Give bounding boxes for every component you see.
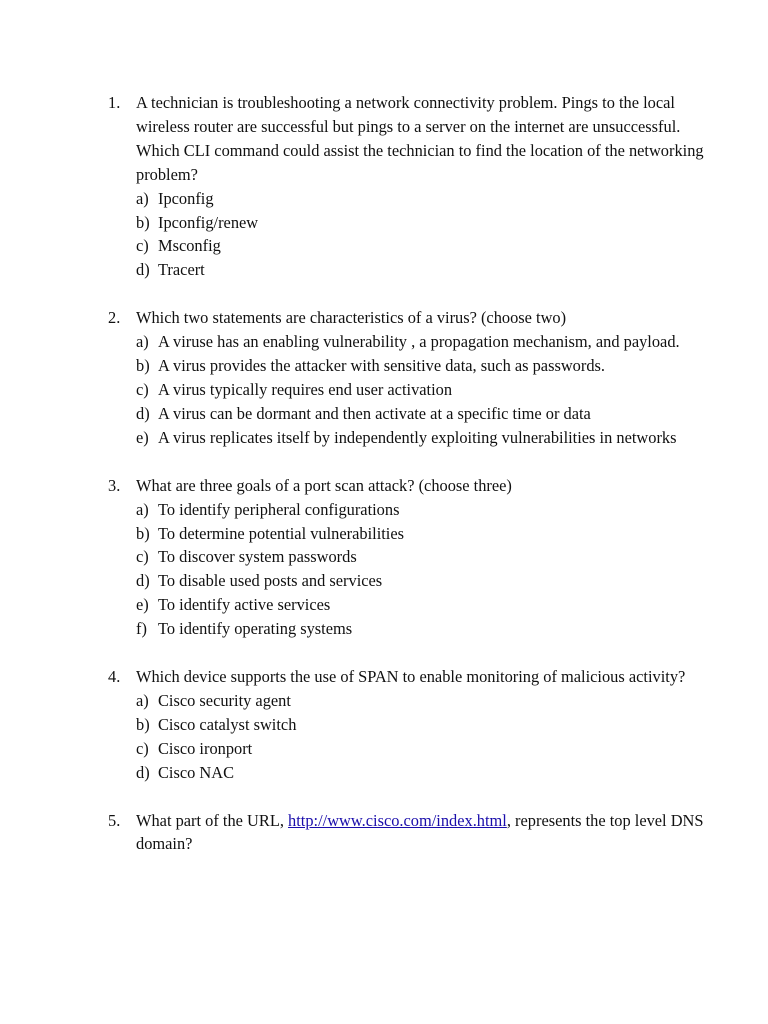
option-text: To disable used posts and services (158, 571, 383, 591)
option-text: To identify peripheral configurations (158, 499, 400, 519)
option-text: A viruse has an enabling vulnerability , a propagation mechanism, and payload. (158, 332, 680, 352)
option-list (108, 498, 708, 641)
option-item (136, 569, 708, 593)
option-item (136, 354, 708, 378)
option-text: To discover system passwords (158, 547, 357, 567)
question-3 (108, 474, 708, 641)
option-letter: a) (136, 332, 149, 352)
option-text: Msconfig (158, 236, 221, 256)
option-text: Ipconfig/renew (158, 212, 259, 232)
option-list (108, 330, 708, 450)
option-text: To determine potential vulnerabilities (158, 523, 405, 543)
option-item (136, 258, 708, 282)
option-item (136, 737, 708, 761)
option-item (136, 522, 708, 546)
option-text: To identify operating systems (158, 619, 353, 639)
option-letter: c) (136, 379, 149, 399)
option-letter: b) (136, 212, 150, 232)
option-letter: b) (136, 714, 150, 734)
option-letter: a) (136, 188, 149, 208)
question-text: A technician is troubleshooting a network connectivity problem. Pings to the local wireless router are successful but pings to a server on the internet are unsuccessful. Which CLI command could assist the technician to find the location of the networking problem? (136, 93, 704, 184)
option-item (136, 330, 708, 354)
option-list (108, 689, 708, 785)
option-letter: c) (136, 547, 149, 567)
option-letter: b) (136, 356, 150, 376)
question-text: What are three goals of a port scan attack? (choose three) (136, 475, 512, 495)
option-item (136, 713, 708, 737)
question-5 (108, 809, 708, 857)
option-letter: d) (136, 260, 150, 280)
option-item (136, 234, 708, 258)
option-item (136, 689, 708, 713)
option-text: A virus can be dormant and then activate at a specific time or data (158, 403, 591, 423)
option-letter: a) (136, 499, 149, 519)
quiz-list (108, 91, 708, 880)
question-number: 1. (108, 93, 121, 112)
option-letter: c) (136, 738, 149, 758)
option-item (136, 378, 708, 402)
option-text: Cisco catalyst switch (158, 714, 297, 734)
option-item (136, 187, 708, 211)
option-letter: c) (136, 236, 149, 256)
option-text: Ipconfig (158, 188, 214, 208)
option-text: A virus provides the attacker with sensitive data, such as passwords. (158, 356, 606, 376)
question-2 (108, 306, 708, 449)
option-text: Cisco ironport (158, 738, 253, 758)
question-text: Which device supports the use of SPAN to enable monitoring of malicious activity? (136, 667, 686, 687)
option-text: To identify active services (158, 595, 331, 615)
question-text: Which two statements are characteristics of a virus? (choose two) (136, 308, 567, 328)
option-letter: d) (136, 571, 150, 591)
question-text-before-link: What part of the URL, (136, 810, 289, 830)
option-text: Cisco security agent (158, 690, 291, 710)
question-text (136, 809, 708, 857)
option-letter: e) (136, 595, 149, 615)
option-text: A virus replicates itself by independently exploiting vulnerabilities in networks (158, 427, 677, 447)
option-item (136, 761, 708, 785)
question-number: 2. (108, 308, 121, 328)
option-letter: e) (136, 427, 149, 447)
option-item (136, 593, 708, 617)
option-item (136, 426, 708, 450)
option-text: A virus typically requires end user activation (158, 379, 453, 399)
question-number: 4. (108, 667, 121, 687)
url-link[interactable]: http://www.cisco.com/index.html (288, 810, 507, 830)
option-item (136, 498, 708, 522)
question-4 (108, 665, 708, 785)
option-letter: d) (136, 762, 150, 782)
option-text: Cisco NAC (158, 762, 235, 782)
option-letter: f) (136, 619, 147, 639)
option-letter: a) (136, 690, 149, 710)
option-letter: b) (136, 523, 150, 543)
option-letter: d) (136, 403, 150, 423)
option-item (136, 211, 708, 235)
question-1 (108, 91, 708, 282)
question-number: 3. (108, 475, 121, 495)
option-text: Tracert (158, 260, 205, 280)
question-text-after-link: , represents the top level DNS domain? (136, 810, 704, 854)
option-item (136, 402, 708, 426)
question-number: 5. (108, 810, 121, 830)
option-list (108, 187, 708, 283)
option-item (136, 545, 708, 569)
option-item (136, 617, 708, 641)
